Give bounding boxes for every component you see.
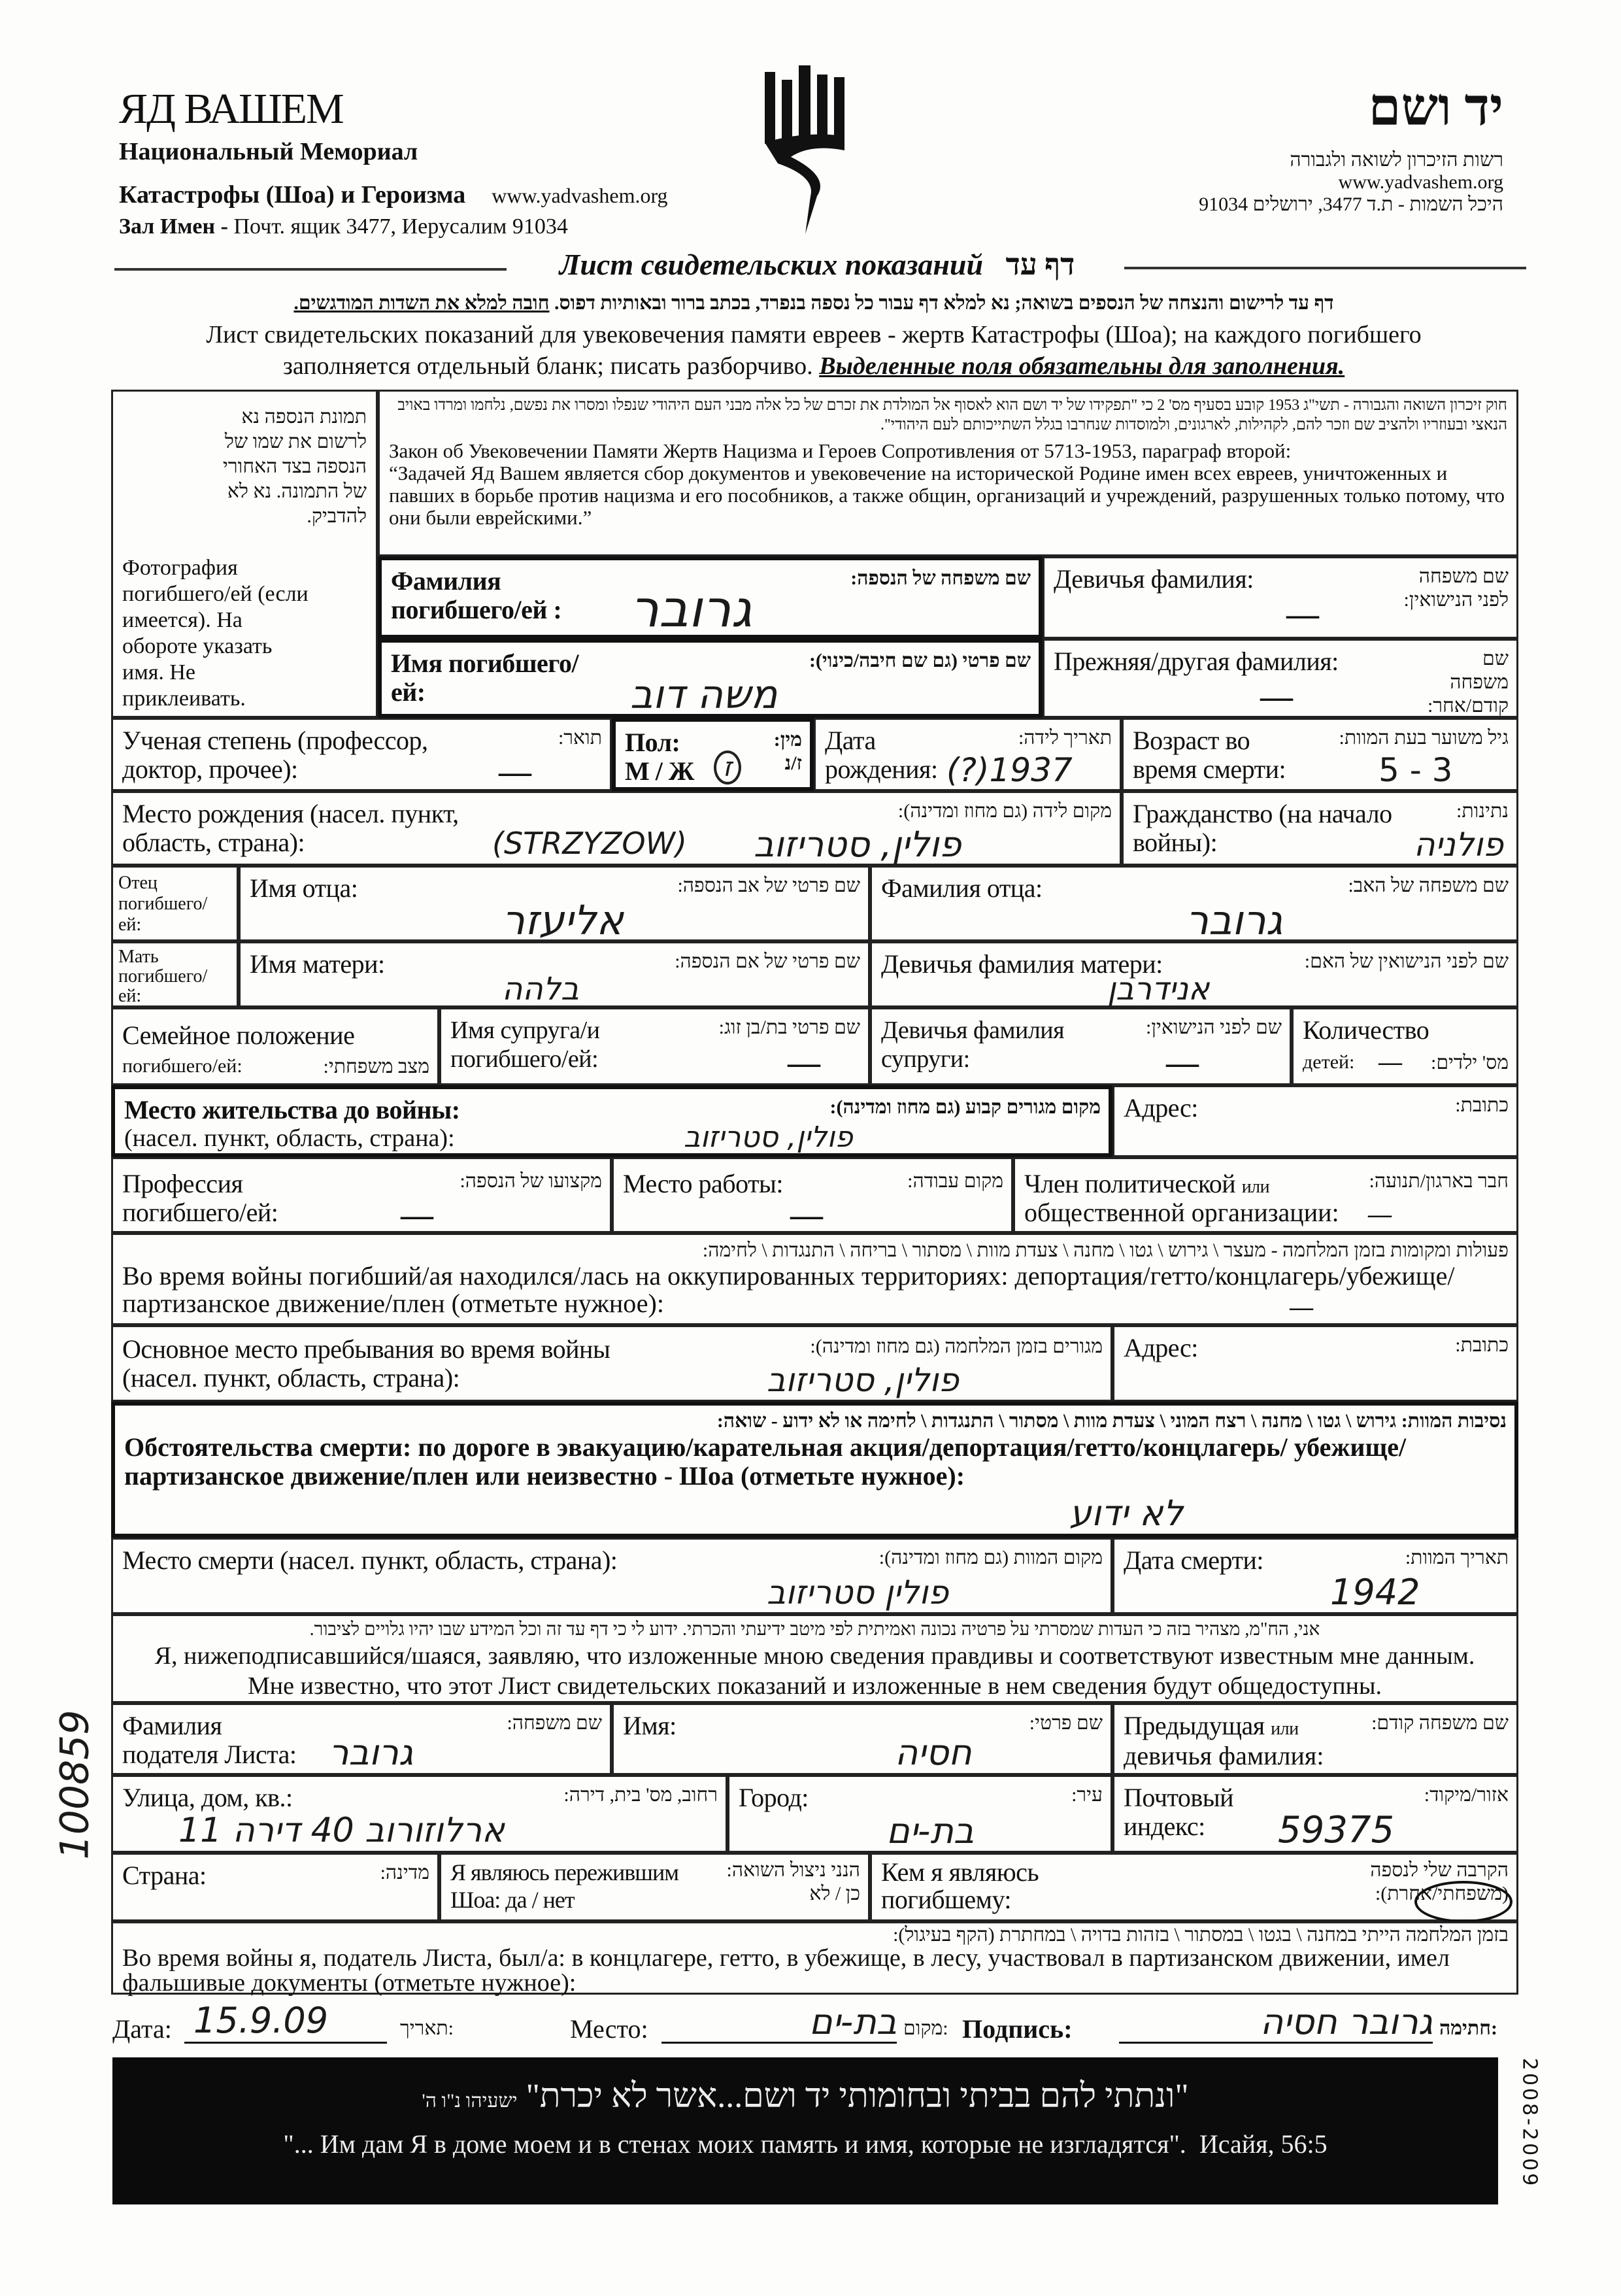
field-address-wartime[interactable] [1112,1325,1518,1402]
label-he: עיר: [1071,1784,1103,1806]
label-he: מקום לידה (גם מחוז ומדינה): [897,800,1112,822]
website-left: www.yadvashem.org [492,184,668,207]
father-block-label: Отец погибшего/ей: [118,873,208,935]
title-he: דף עד [1005,248,1075,281]
label-he: בזמן המלחמה הייתי במחנה \ בגטו \ במסתור \ בזהות בדויה \ במחתרת (הקף בעיגול): [893,1924,1509,1946]
label-ru: Фамилия отца: [881,873,1043,903]
label-ru: Дата рождения: [825,726,938,784]
label-he: כתובת: [1455,1334,1509,1356]
field-wartime-place[interactable] [111,1325,1112,1402]
field-relation[interactable] [870,1853,1518,1921]
label-he: הקרבה שלי לנספה (משפחתי/אחרת): [1370,1859,1509,1904]
header-left [119,85,773,239]
label-ru: Дата смерти: [1124,1545,1264,1575]
value-profession[interactable]: — [401,1196,433,1233]
value-mother-name[interactable]: בלהה [502,971,579,1007]
value-spouse[interactable]: — [788,1044,820,1081]
label-he: שם משפחה קודם: [1371,1712,1509,1734]
field-death-date[interactable] [1112,1538,1518,1614]
value-workplace[interactable]: — [790,1196,823,1233]
label-ru: Адрес: [1124,1093,1198,1123]
label-he: כתובת: [1455,1094,1509,1116]
place-label-he: מקום: [903,2017,948,2039]
field-spouse[interactable] [439,1007,870,1085]
title-ru: Лист свидетельских показаний [559,248,984,281]
field-submitter-wartime[interactable] [111,1921,1518,1995]
field-submitter-prev[interactable] [1112,1703,1518,1775]
edition-years: 2008-2009 [1518,2057,1541,2189]
label-ru-2: детей: [1303,1051,1355,1073]
org-line1-he: רשות הזיכרון לשואה ולגבורה [1290,149,1503,171]
field-postal[interactable] [1112,1775,1518,1853]
label-ru: Профессия погибшего/ей: [122,1169,278,1227]
intro-ru-2 [124,350,1503,382]
label-he: גיל משוער בעת המוות: [1339,727,1509,749]
value-first-name[interactable]: משה דוב [630,672,778,718]
value-dob[interactable]: (?)1937 [946,751,1073,789]
label-ru: Обстоятельства смерти: по дороге в эвакуацию/карательная акция/депортация/гетто/концлагерь/ убежище/партизанское движение/плен или неизвестно - Шоа (отметьте нужное): [124,1432,1407,1491]
value-birthplace[interactable]: פולין, סטריזוב [754,824,961,865]
value-wartime-place[interactable]: פולין, סטריזוב [767,1361,959,1399]
field-residence[interactable] [111,1085,1112,1157]
label-he: שם פרטי של אם הנספה: [675,951,860,972]
label-ru: Имя погибшего/ей: [391,649,579,707]
field-surname[interactable] [378,556,1043,639]
intro-he [124,288,1503,319]
field-political[interactable] [1013,1157,1518,1233]
photo-he: תמונת הנספה נא לרשום את שמו של הנספה בצד האחורי של התמונה. נא לא להדביק. [223,406,367,527]
field-profession[interactable] [111,1157,612,1233]
label-ru: Гражданство (на начало войны): [1133,799,1392,857]
intro-he-text: דף עד לרישום והנצחה של הנספים בשואה; נא למלא דף עבור כל נספה בנפרד, בכתב ברור ובאותיות דפוס. [554,292,1334,314]
label-ru: Место работы: [623,1169,784,1198]
value-death-place[interactable]: פולין סטריזוב [767,1574,949,1612]
field-dob[interactable] [814,718,1122,791]
label-he: שם פרטי בת/בן זוג: [718,1017,860,1038]
isaiah-banner [112,2057,1498,2204]
label-ru: Во время войны погибший/ая находился/лась на оккупированных территориях: депортация/гетто/концлагерь/убежище/ партизанское движение/плен (отметьте нужное): [122,1261,1455,1318]
label-ru: Адрес: [1124,1333,1198,1362]
label-ru: Место рождения (насел. пункт, область, страна): [122,799,459,857]
father-block [111,866,239,941]
field-death-place[interactable] [111,1538,1112,1614]
label-he: שם לפני הנישואין של האם: [1304,951,1509,972]
label-he: שם משפחה לפני הנישואין: [1403,566,1509,611]
label-ru: Улица, дом, кв.: [122,1783,293,1812]
intro [124,288,1503,382]
label-ru: Кем я являюсь погибшему: [881,1857,1039,1914]
label-he: שם משפחה: [507,1712,602,1734]
label-ru: Девичья фамилия матери: [881,949,1163,979]
field-survivor[interactable] [439,1853,870,1921]
mother-block-label: Мать погибшего/ей: [118,947,208,1006]
label-ru: Город: [739,1783,809,1812]
intro-he-required: חובה למלא את השדות המודגשים. [293,292,550,314]
label-ru: Прежняя/другая фамилия: [1054,647,1339,676]
label-ru: Фамилия подателя Листа: [122,1711,297,1769]
label-ru: Имя супруга/и погибшего/ей: [450,1017,600,1073]
place-label-ru: Место: [570,2014,648,2044]
place-value: בת-ים [809,2001,897,2042]
address-he: היכל השמות - ת.ד 3477, ירושלים 91034 [1199,194,1503,215]
signature-field[interactable] [1119,2001,1433,2044]
banner-ru-ref: Исайя, 56:5 [1199,2129,1328,2159]
banner-ru-row [112,2129,1498,2159]
label-ru: Девичья фамилия: [1054,564,1254,594]
law-he: חוק זיכרון השואה והגבורה - תשי"ג 1953 קובע בסעיף מס' 2 כי "תפקידו של יד ושם הוא לאסוף אל המולדת את זכרם של כל אלה מבני העם היהודי שנפלו ומסרו את נפשם, נלחמו ומרדו באויב הנאצי ובעוזריו ולהציב שם וזכר להם, לקהילות, לארגונים, ולמוסדות שנחרבו בגלל השתייכותם לעם היהודי". [397,397,1507,433]
label-he: הנני ניצול השואה: כן / לא [726,1859,860,1904]
date-label-ru: Дата: [112,2014,172,2044]
label-ru: Место смерти (насел. пункт, область, страна): [122,1545,618,1575]
label-he: מקום המוות (גם מחוז ומדינה): [878,1547,1103,1568]
value-activity[interactable]: — [1290,1294,1313,1320]
relation-circle-mark [1414,1881,1512,1923]
value-postal[interactable]: 59375 [1278,1809,1395,1851]
label-ru: Имя: [623,1711,677,1740]
field-mother-maiden[interactable] [870,941,1518,1007]
label-he: נתינות: [1456,800,1509,822]
label-he: שם פרטי של אב הנספה: [677,875,860,896]
field-first-name[interactable] [378,639,1043,718]
label-he: מקום מגורים קבוע (גם מחוז ומדינה): [829,1096,1101,1118]
date-value: 15.9.09 [193,2000,329,2041]
field-country[interactable] [111,1853,439,1921]
field-spouse-maiden[interactable] [870,1007,1292,1085]
value-street[interactable]: ארלוזורוב 40 דירה 11 [178,1811,505,1850]
intro-ru-required: Выделенные поля обязательны для заполнения. [819,352,1345,380]
field-city[interactable] [727,1775,1112,1853]
label-he: אזור/מיקוד: [1424,1784,1509,1806]
mother-block [111,941,239,1007]
date-field[interactable] [184,2000,387,2044]
org-line3-row [119,214,773,239]
field-father-name[interactable] [239,866,870,944]
label-he: מצב משפחתי: [323,1056,429,1077]
field-workplace[interactable] [612,1157,1013,1233]
field-father-surname[interactable] [870,866,1518,944]
value-death-date[interactable]: 1942 [1330,1572,1420,1613]
value-father-surname[interactable]: גרובר [1186,896,1283,944]
page-title [510,247,1124,282]
value-mother-maiden[interactable]: אנידרבן [1107,971,1210,1007]
banner-ru: "... Им дам Я в доме моем и в стенах моих память и имя, которые не изгладятся". [283,2129,1186,2159]
law-ru-title: Закон об Увековечении Памяти Жертв Нацизма и Героев Сопротивления от 5713-1953, параграф второй: [389,439,1292,462]
banner-he-ref: ישעיהו נ"ו ה' [422,2090,518,2112]
label-he: מגורים בזמן המלחמה (גם מחוז ומדינה): [810,1336,1103,1357]
label-he: מדינה: [380,1862,429,1883]
label-he: מקצועו של הנספה: [460,1170,602,1192]
label-he: שם משפחה קודם/אחר: [1427,648,1509,717]
banner-he-row [112,2077,1498,2116]
label-he: פעולות ומקומות בזמן המלחמה - מעצר \ גירוש \ גטו \ מחנה \ צעדת מוות \ מסתור \ בריחה \ התנגדות \ לחימה: [702,1240,1509,1261]
value-citizenship[interactable]: פולניה [1413,826,1503,864]
label-ru-2: (насел. пункт, область, страна): [124,1124,455,1152]
label-ru-text: Предыдущая [1124,1711,1265,1740]
value-children[interactable]: — [1379,1049,1402,1075]
field-citizenship[interactable] [1122,791,1518,866]
label-ru-or: или [1271,1719,1299,1739]
place-field[interactable] [661,2001,897,2044]
label-ru: Имя матери: [250,949,385,979]
org-line1-ru: Национальный Мемориал [119,138,418,165]
declaration-ru: Я, нижеподписавшийся/шаяся, заявляю, что изложенные мною сведения правдивы и соответствуют известным мне данным. Мне известно, что этот Лист свидетельских показаний и изложенные в нем сведения будут общедоступны. [154,1642,1475,1700]
declaration [111,1614,1518,1703]
label-he: תואר: [558,727,602,749]
field-prev-surname[interactable] [1043,639,1518,718]
value-submitter-surname[interactable]: גרובר [329,1732,414,1773]
field-birthplace[interactable] [111,791,1122,866]
label-ru [1024,1170,1269,1202]
value-submitter-name[interactable]: חסיה [895,1732,972,1773]
banner-he: "ונתתי להם בביתי ובחומותי יד ושם...אשר לא יכרת" [526,2078,1189,2115]
field-degree[interactable] [111,718,612,791]
intro-ru-2-text: заполняется отдельный бланк; писать разборчиво. [282,352,813,380]
label-ru: Фамилия погибшего/ей : [391,566,562,624]
address-ru: Почт. ящик 3477, Иерусалим 91034 [233,214,568,239]
label-he: שם משפחה של האב: [1348,875,1509,896]
label-ru-2: девичья фамилия: [1124,1741,1324,1770]
website-right: www.yadvashem.org [1338,171,1503,193]
label-ru: Семейное положение [122,1021,355,1050]
label-he: רחוב, מס' בית, דירה: [563,1784,718,1806]
photo-cell[interactable] [111,390,378,718]
label-he: מס' ילדים: [1430,1052,1509,1073]
field-maiden[interactable] [1043,556,1518,639]
value-degree[interactable]: — [499,753,531,790]
label-he: תאריך המוות: [1405,1547,1509,1568]
label-ru: Имя отца: [250,873,358,903]
field-death-circumstances[interactable] [111,1402,1518,1538]
field-children[interactable] [1292,1007,1518,1085]
field-mother-name[interactable] [239,941,870,1007]
label-he: שם לפני הנישואין: [1146,1017,1282,1038]
label-ru: Я являюсь пережившим Шоа: да / нет [450,1859,679,1913]
label-ru: Пол: М / Ж [625,728,694,786]
value-birthplace-latin[interactable]: (STRZYZOW) [492,826,687,861]
hall-of-names: Зал Имен - [119,214,228,239]
label-ru-or: или [1241,1177,1270,1197]
label-ru [1124,1712,1299,1744]
value-circumstances[interactable]: לא ידוע [1069,1493,1184,1534]
label-he: מין: ז/נ [773,729,802,774]
field-age[interactable] [1122,718,1518,791]
signature-value: גרובר חסיה [1260,2001,1433,2042]
law-ru-quote: “Задачей Яд Вашем является сбор документов и увековечение на исторической Родине имен всех евреев, уничтоженных и павших в борьбе против нацизма и его пособников, а также общин, организаций и учреждений, разрушенных только потому, что они были еврейскими.” [389,462,1505,529]
file-number-handwritten: 100859 [52,1710,98,1860]
label-ru: Страна: [122,1861,207,1890]
field-submitter-surname[interactable] [111,1703,612,1775]
label-he: שם פרטי (גם שם חיבה/כינוי): [809,650,1031,671]
field-gender[interactable] [612,718,814,791]
photo-ru: Фотография погибшего/ей (если имеется). На обороте указать имя. Не приклеивать. [122,556,309,711]
value-spouse-maiden[interactable]: — [1166,1044,1199,1081]
label-ru-2: общественной организации: [1024,1198,1339,1227]
yad-vashem-logo [752,65,882,235]
field-address-prewar[interactable] [1112,1085,1518,1157]
org-line2-ru: Катастрофы (Шоа) и Героизма [119,181,466,209]
header-right [980,78,1503,216]
label-he: חבר בארגון/תנועה: [1369,1170,1509,1192]
value-maiden[interactable]: — [1286,596,1319,632]
label-ru: Почтовый индекс: [1124,1783,1234,1841]
field-street[interactable] [111,1775,727,1853]
law-cell [378,390,1518,556]
date-label-he: תאריך: [400,2017,454,2039]
label-ru: Ученая степень (профессор, доктор, прочее): [122,726,428,784]
label-ru: Во время войны я, податель Листа, был/а: в концлагере, гетто, в убежище, в лесу, участвовал в партизанском движении, имел фальшивые документы (отметьте нужное): [122,1944,1450,1997]
signature-label-he: חתימה: [1439,2017,1497,2039]
value-age[interactable]: 5 - 3 [1379,751,1453,789]
value-father-name[interactable]: אליעזר [502,896,624,944]
org-line2-row [119,180,773,209]
org-name-ru: ЯД ВАШЕМ [119,85,343,133]
footer-row [112,2000,1518,2053]
label-ru: Количество [1303,1015,1429,1045]
label-ru-text: Член политической [1024,1169,1236,1198]
org-name-he: יד ושם [1368,79,1503,137]
label-he: מקום עבודה: [907,1170,1003,1192]
value-residence[interactable]: פולין, סטריזוב [684,1121,853,1154]
label-ru: Девичья фамилия супруги: [881,1017,1065,1073]
label-ru: Возраст во время смерти: [1133,726,1286,784]
field-submitter-name[interactable] [612,1703,1112,1775]
label-ru: Основное место пребывания во время войны (насел. пункт, область, страна): [122,1334,610,1393]
title-rule-right [1124,267,1526,269]
field-marital[interactable] [111,1007,439,1085]
field-war-activity[interactable] [111,1233,1518,1325]
intro-ru-1: Лист свидетельских показаний для увековечения памяти евреев - жертв Катастрофы (Шоа); на каждого погибшего [206,321,1422,348]
label-ru-2: погибшего/ей: [122,1055,242,1077]
value-city[interactable]: בת-ים [886,1810,975,1851]
value-gender-circled[interactable]: ז [714,751,741,785]
value-prev-surname[interactable]: — [1260,678,1293,715]
label-he: שם פרטי: [1029,1712,1103,1734]
signature-label-ru: Подпись: [962,2014,1073,2044]
label-he: שם משפחה של הנספה: [850,567,1031,589]
label-he: נסיבות המוות: גירוש \ גטו \ מחנה \ רצח המוני \ צעדת מוות \ מסתור \ התנגדות \ לחימה או לא ידוע - שואה: [716,1410,1507,1432]
declaration-he: אני, הח"מ, מצהיר בזה כי העדות שמסרתי על פרטיה נכונה ואמיתית לפי מיטב ידיעתי והכרתי. ידוע לי כי דף עד זה וכל המידע שבו יהיו גלויים לציבור. [309,1619,1320,1640]
label-he: תאריך לידה: [1018,727,1112,749]
label-ru: Место жительства до войны: [124,1095,460,1124]
value-surname[interactable]: גרובר [630,580,752,639]
title-rule-left [114,268,507,271]
value-political[interactable]: — [1368,1201,1392,1227]
